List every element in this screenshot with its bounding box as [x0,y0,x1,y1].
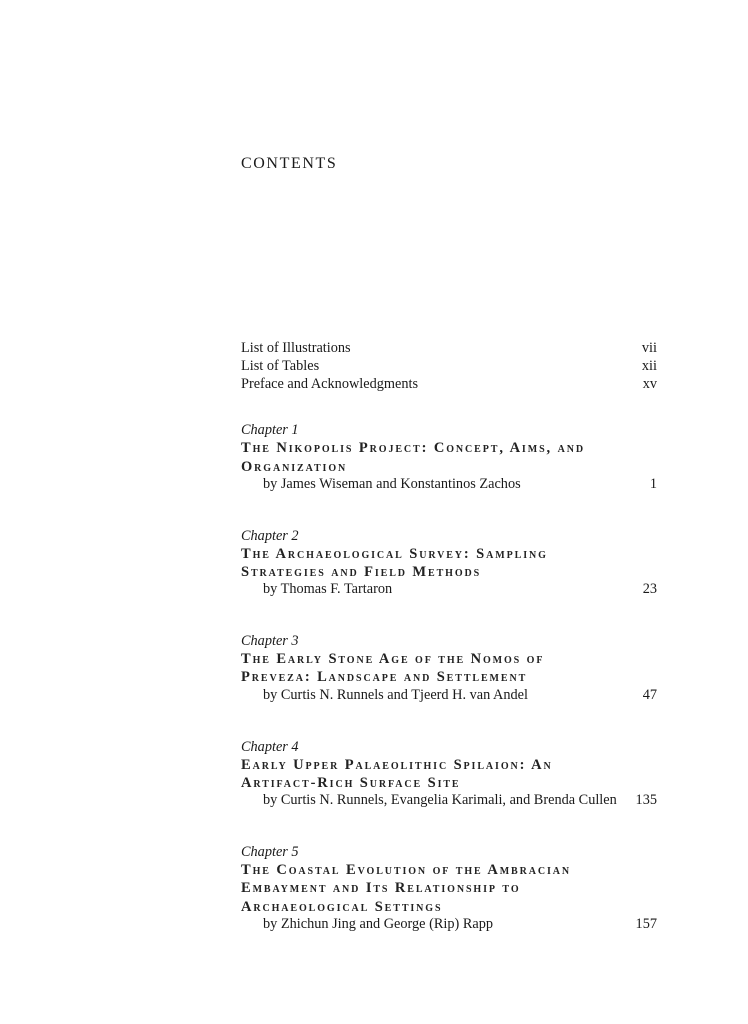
front-matter-label: List of Tables [241,357,320,374]
chapter-label: Chapter 4 [241,738,299,755]
page-number: 157 [635,915,657,932]
front-matter-label: Preface and Acknowledgments [241,375,419,392]
page-number: 1 [649,475,657,492]
page-number: vii [641,340,657,356]
page-title: CONTENTS [241,155,338,172]
chapter-byline [241,581,657,599]
chapter-label: Chapter 3 [241,633,299,650]
chapter-entry[interactable] [241,738,657,810]
chapter-label: Chapter 2 [241,527,299,544]
chapter-byline [241,687,657,705]
chapter-byline [241,792,657,810]
front-matter-label: List of Illustrations [241,340,351,356]
chapter-entry[interactable] [241,527,657,599]
chapter-title-line: The Nikopolis Project: Concept, Aims, and [241,440,585,457]
front-matter-item[interactable] [241,376,657,394]
chapter-byline [241,476,657,494]
chapter-title-line: Early Upper Palaeolithic Spilaion: An [241,756,553,773]
chapter-entry[interactable] [241,843,657,934]
chapter-author: by Curtis N. Runnels and Tjeerd H. van Andel [263,686,528,703]
chapter-author: by James Wiseman and Konstantinos Zachos [263,475,521,492]
chapter-entry[interactable] [241,421,657,493]
chapter-title-line: The Archaeological Survey: Sampling [241,545,548,562]
page-number: xii [641,357,657,374]
chapter-entry[interactable] [241,632,657,704]
page-number: 135 [635,792,657,809]
chapter-author: by Thomas F. Tartaron [263,581,393,598]
chapter-title-line: Embayment and Its Relationship to [241,880,521,897]
page-number: 47 [642,686,657,703]
chapter-title-line: The Early Stone Age of the Nomos of [241,651,545,668]
chapter-label: Chapter 1 [241,422,299,439]
chapter-title-line: Strategies and Field Methods [241,564,482,581]
chapter-title-line: Artifact-Rich Surface Site [241,774,461,791]
chapter-author: by Zhichun Jing and George (Rip) Rapp [263,915,494,932]
chapter-author: by Curtis N. Runnels, Evangelia Karimali, and Brenda Cullen [263,792,617,809]
front-matter-item[interactable] [241,340,657,358]
chapter-title-line: Organization [241,458,348,475]
front-matter-item[interactable] [241,358,657,376]
page-number: xv [642,375,657,392]
chapter-byline [241,916,657,934]
table-of-contents [241,340,657,967]
front-matter-list [241,340,657,393]
chapter-title-line: Archaeological Settings [241,898,443,915]
chapter-title-line: The Coastal Evolution of the Ambracian [241,861,572,878]
chapter-title-line: Preveza: Landscape and Settlement [241,669,528,686]
page-number: 23 [642,581,657,598]
chapter-label: Chapter 5 [241,843,299,860]
